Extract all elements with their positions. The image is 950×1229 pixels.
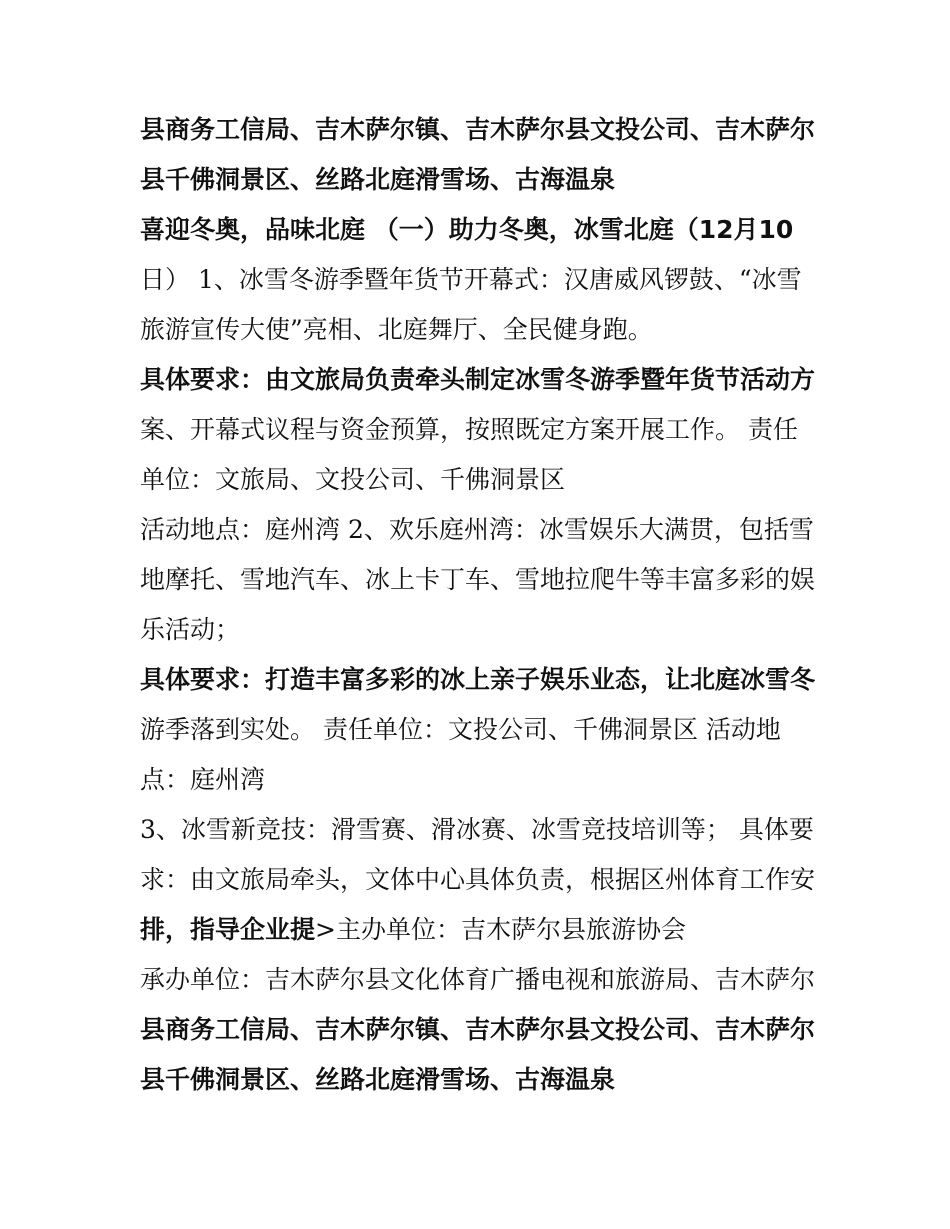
text-line: 县千佛洞景区、丝路北庭滑雪场、古海温泉 xyxy=(140,1065,616,1094)
text-line: 喜迎冬奥，品味北庭 （一）助力冬奥，冰雪北庭（12月10 xyxy=(140,215,794,244)
text-line: 具体要求：由文旅局负责牵头制定冰雪冬游季暨年货节活动方 xyxy=(140,365,816,394)
text-line: 乐活动； xyxy=(140,615,241,644)
text-line: 县千佛洞景区、丝路北庭滑雪场、古海温泉 xyxy=(140,165,616,194)
text-line: 日） 1、冰雪冬游季暨年货节开幕式：汉唐威风锣鼓、“冰雪 xyxy=(140,265,802,294)
text-line: 地摩托、雪地汽车、冰上卡丁车、雪地拉爬牛等丰富多彩的娱 xyxy=(140,565,816,594)
text-segment-normal: >主办单位：吉木萨尔县旅游协会 xyxy=(315,915,686,944)
text-line: 游季落到实处。 责任单位：文投公司、千佛洞景区 活动地 xyxy=(140,715,781,744)
text-line: 县商务工信局、吉木萨尔镇、吉木萨尔县文投公司、吉木萨尔 xyxy=(140,115,816,144)
text-line: 3、冰雪新竞技：滑雪赛、滑冰赛、冰雪竞技培训等； 具体要 xyxy=(140,815,814,844)
text-line: 旅游宣传大使”亮相、北庭舞厅、全民健身跑。 xyxy=(140,315,653,344)
text-line: 单位：文旅局、文投公司、千佛洞景区 xyxy=(140,465,566,494)
text-line: 求：由文旅局牵头，文体中心具体负责，根据区州体育工作安 xyxy=(140,865,816,894)
text-line: 县商务工信局、吉木萨尔镇、吉木萨尔县文投公司、吉木萨尔 xyxy=(140,1015,816,1044)
text-line: 活动地点：庭州湾 2、欢乐庭州湾：冰雪娱乐大满贯，包括雪 xyxy=(140,515,814,544)
text-line: 案、开幕式议程与资金预算，按照既定方案开展工作。 责任 xyxy=(140,415,798,444)
text-line xyxy=(140,912,686,948)
text-segment-bold: 排，指导企业提 xyxy=(140,915,316,944)
text-line: 具体要求：打造丰富多彩的冰上亲子娱乐业态，让北庭冰雪冬 xyxy=(140,665,816,694)
text-line: 点：庭州湾 xyxy=(140,765,266,794)
text-line: 承办单位：吉木萨尔县文化体育广播电视和旅游局、吉木萨尔 xyxy=(140,965,816,994)
